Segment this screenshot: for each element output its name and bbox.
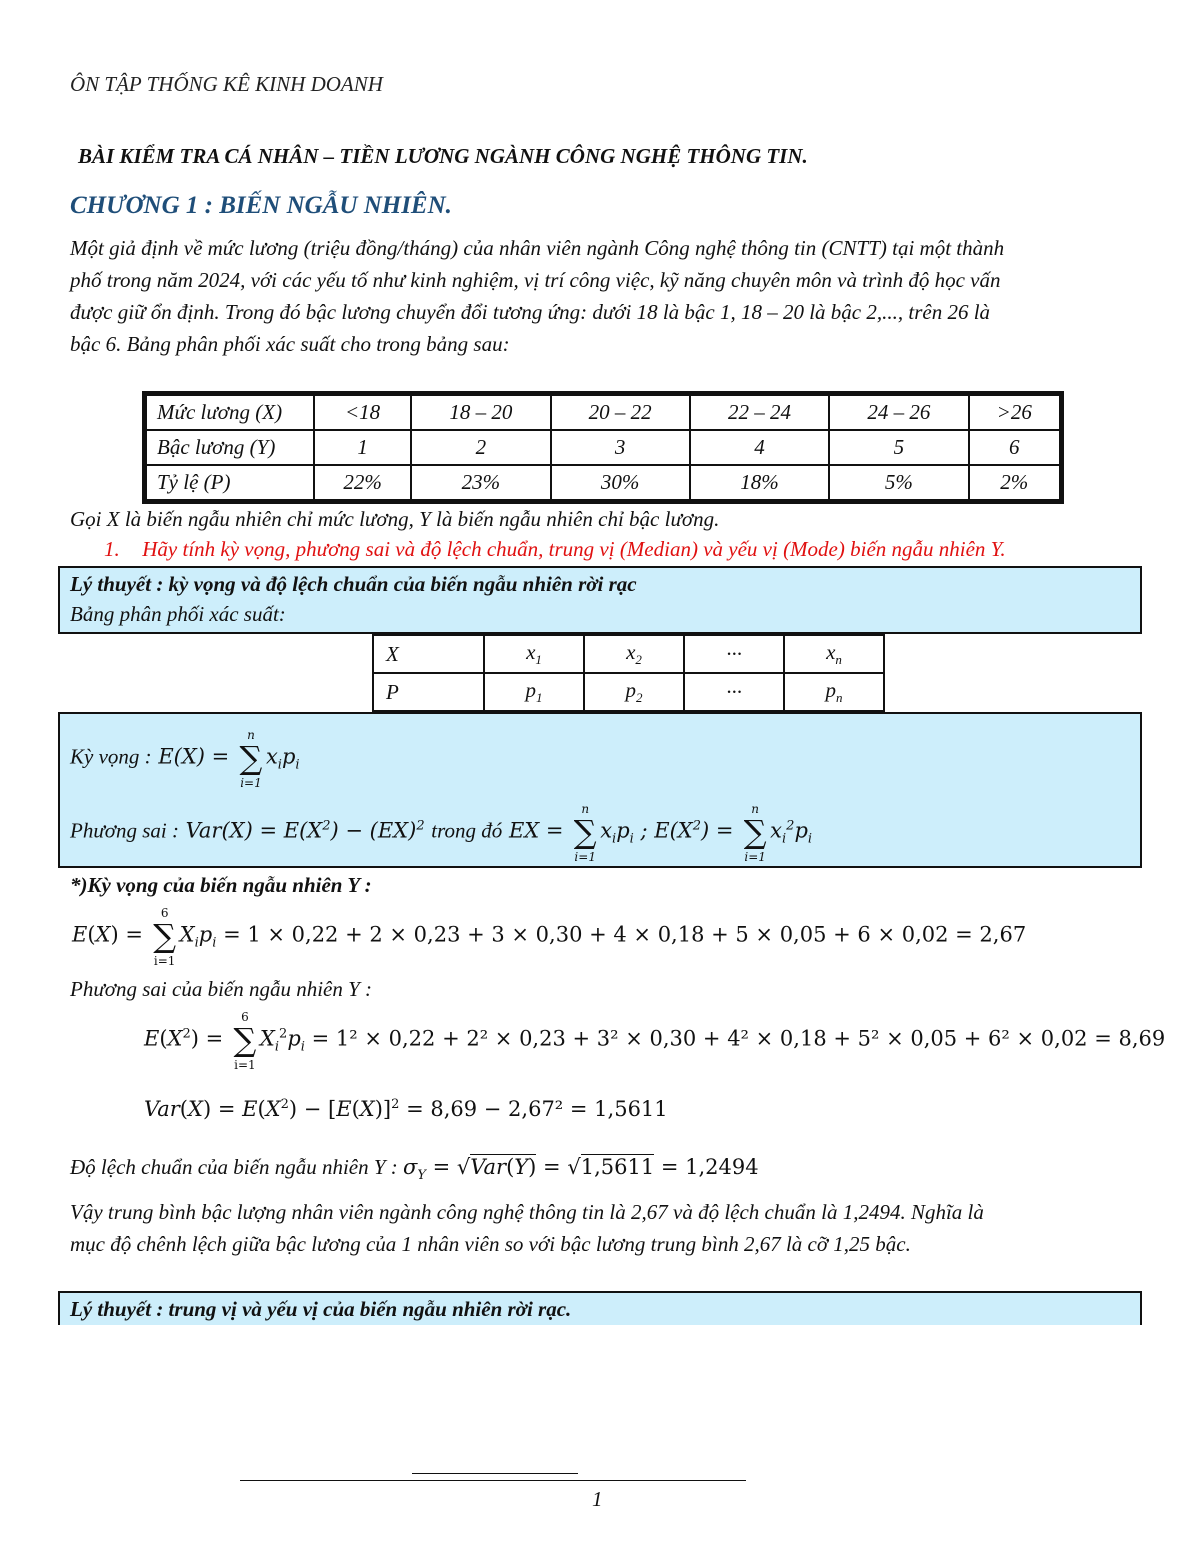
std-dev-line: Độ lệch chuẩn của biến ngẫu nhiên Y : $\sigma_Y = √Var(Y) = √1,5611 = 1,2494$	[70, 1155, 759, 1184]
table-row	[146, 430, 1060, 465]
table-cell	[584, 673, 684, 711]
table-cell	[784, 635, 884, 673]
sum-symbol: n ∑ i=1	[239, 728, 263, 790]
table-cell: 22 – 24	[690, 395, 829, 430]
table-cell	[484, 673, 584, 711]
symbol: p	[525, 677, 536, 702]
conclusion-paragraph	[70, 1196, 1135, 1260]
table-cell: ···	[684, 635, 784, 673]
theory-heading: Lý thuyết : trung vị và yếu vị của biến ngẫu nhiên rời rạc.	[70, 1297, 572, 1321]
table-cell: >26	[969, 395, 1061, 430]
table-cell: 23%	[411, 465, 550, 500]
row-label: Bậc lương (Y)	[146, 430, 314, 465]
table-cell: ···	[684, 673, 784, 711]
question-text: Hãy tính kỳ vọng, phương sai và độ lệch chuẩn, trung vị (Median) và yếu vị (Mode) biến ngẫu nhiên Y.	[142, 537, 1006, 561]
row-label: Mức lương (X)	[146, 395, 314, 430]
symbol: p	[625, 677, 636, 702]
table-cell: 2	[411, 430, 550, 465]
chapter-heading: CHƯƠNG 1 : BIẾN NGẪU NHIÊN.	[70, 192, 452, 219]
theory-heading: Lý thuyết : kỳ vọng và độ lệch chuẩn của biến ngẫu nhiên rời rạc	[70, 572, 637, 596]
intro-paragraph	[70, 232, 1135, 360]
table-cell: 18%	[690, 465, 829, 500]
footer-divider-short	[412, 1473, 578, 1474]
subscript: 1	[536, 690, 543, 706]
table-cell	[584, 635, 684, 673]
subscript: 1	[535, 652, 542, 668]
table-cell: 24 – 26	[829, 395, 968, 430]
sum-symbol: 6 ∑ i=1	[233, 1010, 257, 1072]
table-cell: 30%	[551, 465, 690, 500]
theory-subheading: Bảng phân phối xác suất:	[70, 602, 286, 626]
subscript: n	[835, 652, 842, 668]
radicand: 1,5611	[580, 1155, 655, 1179]
calc-expression: = 1 × 0,22 + 2 × 0,23 + 3 × 0,30 + 4 × 0,18 + 5 × 0,05 + 6 × 0,02 = 2,67	[223, 922, 1027, 947]
question-number: 1.	[104, 537, 120, 561]
ex2-calculation: $E(X^2)$ = 6 ∑ i=1 $X_i^2p_i = 1^2 \times 0,22 + 2^2 \times 0,23 + 3^2 \times 0,30 + 4^2 \times 0,18 + 5^2 \times 0,05 + 6^2 \times 0,02 = 8,69$	[144, 1010, 1166, 1072]
symbol: p	[825, 677, 836, 702]
table-cell: 5	[829, 430, 968, 465]
subscript: 2	[635, 652, 642, 668]
table-cell: <18	[314, 395, 411, 430]
table-cell: 22%	[314, 465, 411, 500]
expectation-heading: *)Kỳ vọng của biến ngẫu nhiên Y :	[70, 873, 372, 897]
document-title: BÀI KIỂM TRA CÁ NHÂN – TIỀN LƯƠNG NGÀNH CÔNG NGHỆ THÔNG TIN.	[78, 144, 808, 168]
intro-line: Một giả định về mức lương (triệu đồng/tháng) của nhân viên ngành Công nghệ thông tin (CNTT) tại một thành	[70, 236, 1005, 260]
variable-definition: Gọi X là biến ngẫu nhiên chỉ mức lương, Y là biến ngẫu nhiên chỉ bậc lương.	[70, 507, 720, 531]
table-cell	[784, 673, 884, 711]
table-row	[373, 673, 884, 711]
row-label: Tỷ lệ (P)	[146, 465, 314, 500]
table-cell	[484, 635, 584, 673]
distribution-table	[145, 394, 1061, 501]
symbol: x	[526, 639, 536, 664]
formula-label: Phương sai :	[70, 818, 179, 843]
sum-symbol: 6 ∑ i=1	[153, 906, 177, 968]
theory-box-median-mode	[58, 1291, 1142, 1325]
table-row	[373, 635, 884, 673]
table-cell: 1	[314, 430, 411, 465]
calc-expression: = 8,69 − 2,67² = 1,5611	[406, 1097, 668, 1121]
expectation-calculation: E(X) = 6 ∑ i=1 $X_ip_i = 1 \times 0,22 + 2 \times 0,23 + 3 \times 0,30 + 4 \times 0,18 + 5 \times 0,05 + 6 \times 0,02 = 2,67$	[72, 906, 1027, 968]
subscript: 2	[636, 690, 643, 706]
subscript: n	[836, 690, 843, 706]
question-1	[104, 537, 1006, 562]
sum-symbol: n ∑ i=1	[573, 802, 597, 864]
expectation-formula: Kỳ vọng : E(X) = n ∑ i=1 $x_ip_i$	[70, 728, 300, 790]
table-cell: 5%	[829, 465, 968, 500]
table-cell: P	[373, 673, 484, 711]
symbol: x	[826, 639, 836, 664]
variance-calculation: $Var(X) = E(X^2) - [E(X)]^2 = 8,69 - 2,67^2 = 1,5611$	[144, 1097, 668, 1121]
page-number: 1	[592, 1487, 603, 1511]
intro-line: bậc 6. Bảng phân phối xác suất cho trong bảng sau:	[70, 332, 510, 356]
formula-label: Kỳ vọng :	[70, 744, 152, 769]
std-dev-label: Độ lệch chuẩn của biến ngẫu nhiên Y :	[70, 1155, 398, 1179]
generic-distribution-table-wrap	[372, 634, 885, 712]
page-header: ÔN TẬP THỐNG KÊ KINH DOANH	[70, 72, 383, 96]
table-cell: 2%	[969, 465, 1061, 500]
table-cell: 18 – 20	[411, 395, 550, 430]
intro-line: được giữ ổn định. Trong đó bậc lương chuyển đổi tương ứng: dưới 18 là bậc 1, 18 – 20 là bậc 2,..., trên 26 là	[70, 300, 991, 324]
intro-line: phố trong năm 2024, với các yếu tố như kinh nghiệm, vị trí công việc, kỹ năng chuyên môn và trình độ học vấn	[70, 268, 1001, 292]
footer-divider	[240, 1480, 746, 1481]
formula-where: trong đó	[431, 818, 503, 843]
symbol: x	[626, 639, 636, 664]
table-row	[146, 395, 1060, 430]
variance-heading: Phương sai của biến ngẫu nhiên Y :	[70, 977, 373, 1001]
theory-box-formulas	[58, 712, 1142, 868]
conclusion-line: Vậy trung bình bậc lượng nhân viên ngành công nghệ thông tin là 2,67 và độ lệch chuẩn là 1,2494. Nghĩa là	[70, 1200, 984, 1224]
table-cell: 4	[690, 430, 829, 465]
sum-symbol: n ∑ i=1	[743, 802, 767, 864]
distribution-table-wrap	[142, 391, 1064, 504]
table-cell: X	[373, 635, 484, 673]
conclusion-line: mục độ chênh lệch giữa bậc lương của 1 nhân viên so với bậc lương trung bình 2,67 là cỡ 1,25 bậc.	[70, 1232, 911, 1256]
table-cell: 6	[969, 430, 1061, 465]
table-row	[146, 465, 1060, 500]
calc-expression: = 1,2494	[660, 1155, 759, 1179]
theory-box-expectation	[58, 566, 1142, 634]
table-cell: 3	[551, 430, 690, 465]
calc-expression: = 1² × 0,22 + 2² × 0,23 + 3² × 0,30 + 4² × 0,18 + 5² × 0,05 + 6² × 0,02 = 8,69	[311, 1026, 1166, 1051]
table-cell: 20 – 22	[551, 395, 690, 430]
variance-formula: Phương sai : $Var(X) = E(X^2) - (EX)^2$ trong đó EX = n ∑ i=1 $x_ip_i$ ; $E(X^2)$ = n ∑ i=1 $x_i^2p_i$	[70, 802, 813, 864]
generic-distribution-table	[372, 634, 885, 712]
